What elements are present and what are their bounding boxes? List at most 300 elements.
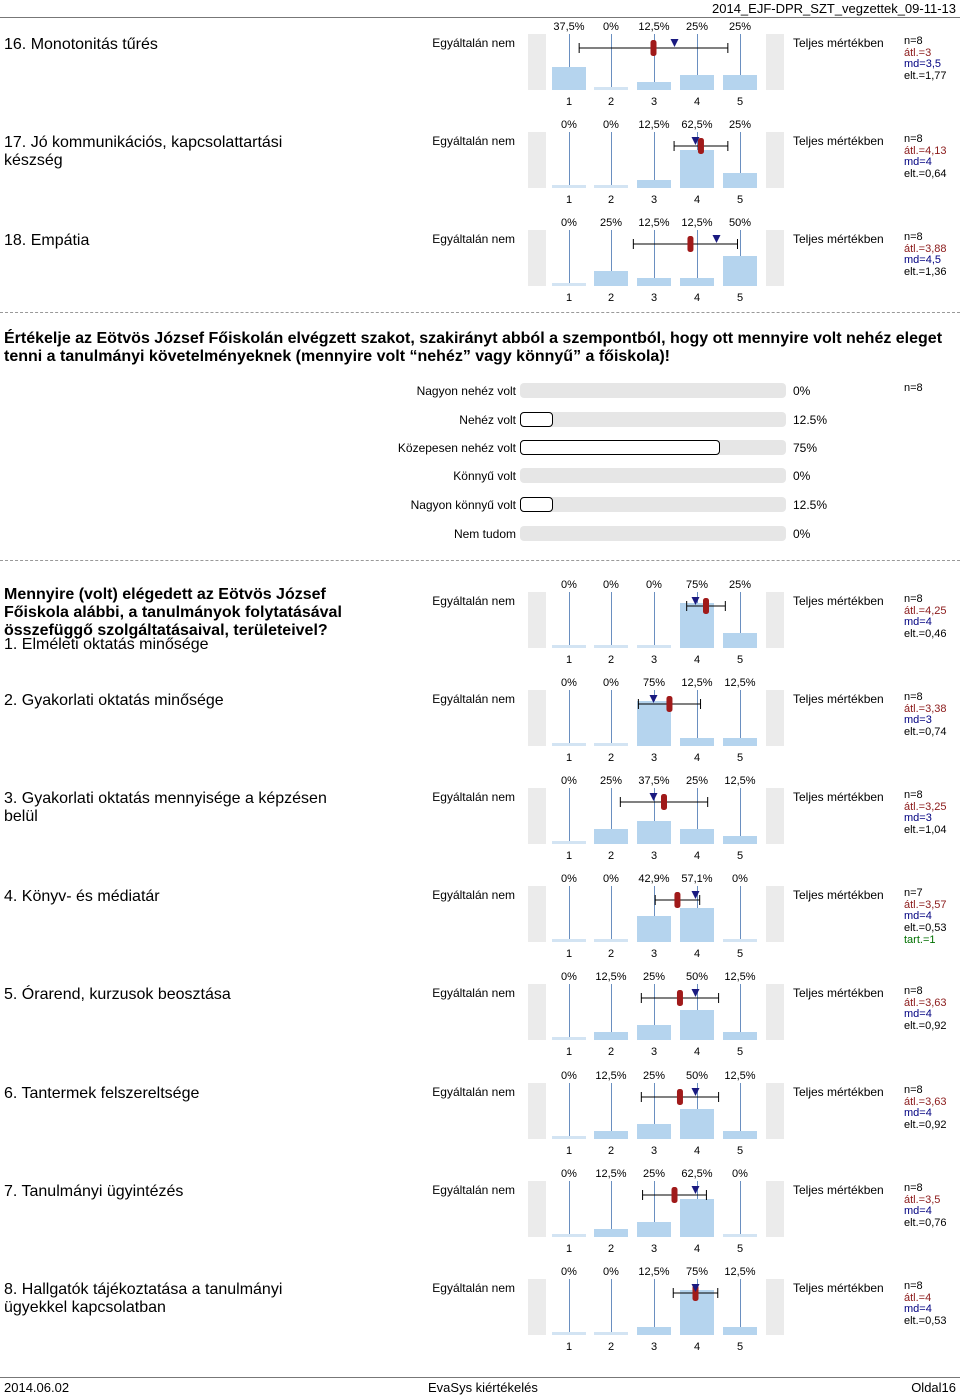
question-title: 1. Elméleti oktatás minősége — [4, 636, 209, 653]
separator — [0, 560, 960, 561]
percent-label: 50% — [685, 971, 709, 983]
scale-tick: 2 — [607, 850, 615, 862]
distribution-bar — [552, 939, 586, 942]
stat-line: md=4 — [904, 1107, 932, 1120]
stat-line: md=4 — [904, 910, 932, 923]
scale-tick: 3 — [650, 194, 658, 206]
scale-tick: 5 — [736, 292, 744, 304]
percent-label: 12,5% — [724, 1070, 756, 1082]
percent-label: 0% — [732, 1168, 748, 1180]
distribution-bar — [680, 1010, 714, 1040]
footer-page: Oldal16 — [911, 1380, 956, 1395]
difficulty-row-track — [520, 383, 786, 398]
scale-tick: 5 — [736, 654, 744, 666]
stat-line: átl.=4,13 — [904, 144, 947, 157]
percent-label: 12,5% — [724, 677, 756, 689]
percent-label: 25% — [599, 775, 623, 787]
scale-right-label: Teljes mértékben — [793, 986, 884, 1000]
scale-tick: 2 — [607, 96, 615, 108]
scale-tick: 2 — [607, 948, 615, 960]
scale-tick: 5 — [736, 1341, 744, 1353]
stat-line: md=4 — [904, 1205, 932, 1218]
scale-tick: 1 — [565, 752, 573, 764]
scale-tick: 3 — [650, 752, 658, 764]
scale-tick: 2 — [607, 292, 615, 304]
scale-tick: 5 — [736, 96, 744, 108]
stat-line: átl.=4 — [904, 1291, 932, 1304]
percent-label: 12,5% — [595, 971, 627, 983]
mean-sd-marker — [0, 34, 960, 64]
mean-sd-marker — [0, 1181, 960, 1211]
percent-label: 12,5% — [724, 1266, 756, 1278]
percent-label: 25% — [642, 971, 666, 983]
percent-label: 12,5% — [681, 217, 713, 229]
stat-line: md=4 — [904, 156, 932, 169]
percent-label: 0% — [603, 1266, 619, 1278]
question-title: 17. Jó kommunikációs, kapcsolattartási készség — [4, 134, 283, 169]
median-marker — [692, 1088, 700, 1096]
distribution-bar — [594, 939, 628, 942]
scale-tick: 4 — [693, 96, 701, 108]
percent-label: 12,5% — [724, 971, 756, 983]
distribution-bar — [594, 1032, 628, 1040]
stats-block — [904, 1085, 947, 1132]
scale-tick: 5 — [736, 194, 744, 206]
difficulty-row-track — [520, 468, 786, 483]
distribution-bar — [680, 278, 714, 286]
distribution-bar — [723, 1032, 757, 1040]
distribution-bar — [723, 256, 757, 286]
percent-label: 25% — [599, 217, 623, 229]
distribution-bar — [637, 916, 671, 942]
stat-line: md=4 — [904, 1303, 932, 1316]
median-marker — [692, 1186, 700, 1194]
scale-tick: 4 — [693, 194, 701, 206]
question-title: 18. Empátia — [4, 232, 90, 249]
average-marker — [698, 138, 704, 154]
stat-line: átl.=3,57 — [904, 898, 947, 911]
difficulty-row-track — [520, 412, 786, 427]
scale-tick: 4 — [693, 292, 701, 304]
mean-sd-marker — [0, 984, 960, 1014]
scale-tick: 1 — [565, 948, 573, 960]
percent-label: 0% — [561, 971, 577, 983]
distribution-bar — [594, 829, 628, 844]
scale-left-label: Egyáltalán nem — [432, 790, 515, 804]
question-title: 3. Gyakorlati oktatás mennyisége a képzésen belül — [4, 790, 327, 825]
percent-label: 50% — [685, 1070, 709, 1082]
percent-label: 0% — [646, 579, 662, 591]
distribution-bar — [552, 645, 586, 648]
distribution-bar — [637, 1327, 671, 1335]
footer-date: 2014.06.02 — [4, 1380, 70, 1395]
median-marker — [692, 989, 700, 997]
stat-line: md=4 — [904, 616, 932, 629]
scale-tick: 5 — [736, 1243, 744, 1255]
distribution-bar — [594, 1131, 628, 1139]
stats-block — [904, 1281, 947, 1328]
scale-left-label: Egyáltalán nem — [432, 888, 515, 902]
percent-label: 0% — [561, 873, 577, 885]
stat-line: elt.=1,04 — [904, 824, 947, 837]
percent-label: 0% — [561, 1070, 577, 1082]
difficulty-row-label: Nagyon könnyű volt — [410, 498, 516, 512]
distribution-bar — [637, 278, 671, 286]
stats-block — [904, 134, 947, 181]
percent-label: 12,5% — [638, 119, 670, 131]
scale-left-label: Egyáltalán nem — [432, 1183, 515, 1197]
distribution-bar — [723, 836, 757, 844]
distribution-bar — [594, 87, 628, 90]
scale-tick: 5 — [736, 752, 744, 764]
distribution-bar — [680, 829, 714, 844]
scale-left-label: Egyáltalán nem — [432, 1085, 515, 1099]
stat-line: md=4,5 — [904, 254, 941, 267]
difficulty-row-track — [520, 526, 786, 541]
scale-right-label: Teljes mértékben — [793, 1183, 884, 1197]
difficulty-row-percent: 75% — [793, 441, 818, 455]
scale-tick: 2 — [607, 194, 615, 206]
scale-tick: 5 — [736, 1046, 744, 1058]
mean-sd-marker — [0, 132, 960, 162]
stat-line: n=8 — [904, 985, 923, 997]
distribution-bar — [723, 173, 757, 188]
distribution-bar — [637, 821, 671, 844]
scale-tick: 3 — [650, 1046, 658, 1058]
percent-label: 25% — [685, 21, 709, 33]
scale-left-label: Egyáltalán nem — [432, 986, 515, 1000]
distribution-bar — [594, 1332, 628, 1335]
percent-label: 0% — [603, 579, 619, 591]
distribution-bar — [723, 1327, 757, 1335]
percent-label: 75% — [685, 1266, 709, 1278]
footer-center: EvaSys kiértékelés — [428, 1380, 538, 1395]
stats-block — [904, 1183, 947, 1230]
distribution-bar — [552, 67, 586, 90]
distribution-bar — [552, 1136, 586, 1139]
stat-line: elt.=0,74 — [904, 726, 947, 739]
question-title: 2. Gyakorlati oktatás minősége — [4, 692, 224, 709]
scale-right-label: Teljes mértékben — [793, 888, 884, 902]
distribution-bar — [680, 738, 714, 746]
difficulty-question-title: Értékelje az Eötvös József Főiskolán elvégzett szakot, szakirányt abból a szempontból, hogy ott mennyire volt nehéz eleget tenni a tanulmányi követelményeknek (mennyire volt “nehéz” vagy könnyű” a főiskola)! — [4, 330, 943, 365]
page-footer — [0, 1377, 960, 1396]
percent-label: 0% — [561, 217, 577, 229]
median-marker — [650, 793, 658, 801]
percent-label: 0% — [561, 775, 577, 787]
percent-label: 0% — [561, 1168, 577, 1180]
stat-line: átl.=3,5 — [904, 1193, 941, 1206]
stat-line: n=7 — [904, 887, 923, 899]
percent-label: 62,5% — [681, 1168, 713, 1180]
stats-block — [904, 36, 947, 83]
distribution-bar — [552, 743, 586, 746]
percent-label: 75% — [642, 677, 666, 689]
scale-right-label: Teljes mértékben — [793, 134, 884, 148]
scale-tick: 2 — [607, 1243, 615, 1255]
mean-sd-marker — [0, 690, 960, 720]
median-marker — [692, 597, 700, 605]
distribution-bar — [637, 1025, 671, 1040]
percent-label: 25% — [642, 1070, 666, 1082]
percent-label: 0% — [561, 1266, 577, 1278]
stat-line: átl.=3,63 — [904, 996, 947, 1009]
distribution-bar — [680, 1109, 714, 1139]
distribution-bar — [552, 841, 586, 844]
scale-tick: 1 — [565, 194, 573, 206]
scale-tick: 1 — [565, 292, 573, 304]
distribution-bar — [552, 283, 586, 286]
distribution-bar — [723, 939, 757, 942]
question-title: 4. Könyv- és médiatár — [4, 888, 160, 905]
scale-tick: 3 — [650, 850, 658, 862]
distribution-bar — [723, 633, 757, 648]
difficulty-row-percent: 12.5% — [793, 413, 828, 427]
scale-right-label: Teljes mértékben — [793, 790, 884, 804]
distribution-bar — [637, 82, 671, 90]
distribution-bar — [594, 271, 628, 286]
difficulty-row-label: Közepesen nehéz volt — [397, 441, 516, 455]
scale-left-label: Egyáltalán nem — [432, 692, 515, 706]
stat-line: n=8 — [904, 231, 923, 243]
scale-tick: 2 — [607, 654, 615, 666]
average-marker — [703, 598, 709, 614]
distribution-bar — [552, 1037, 586, 1040]
stat-line: átl.=3 — [904, 46, 932, 59]
question-title: 8. Hallgatók tájékoztatása a tanulmányi ügyekkel kapcsolatban — [4, 1281, 283, 1316]
median-marker — [692, 891, 700, 899]
distribution-bar — [552, 1234, 586, 1237]
scale-tick: 1 — [565, 1243, 573, 1255]
scale-right-label: Teljes mértékben — [793, 692, 884, 706]
scale-tick: 4 — [693, 752, 701, 764]
scale-tick: 3 — [650, 1341, 658, 1353]
average-marker — [651, 40, 657, 56]
percent-label: 37,5% — [638, 775, 670, 787]
stat-line: elt.=0,53 — [904, 1315, 947, 1328]
percent-label: 0% — [603, 677, 619, 689]
stat-line: md=3 — [904, 714, 932, 727]
stat-line: átl.=3,88 — [904, 242, 947, 255]
scale-left-label: Egyáltalán nem — [432, 36, 515, 50]
average-marker — [687, 236, 693, 252]
scale-tick: 3 — [650, 948, 658, 960]
scale-tick: 4 — [693, 1046, 701, 1058]
stat-line: elt.=0,76 — [904, 1217, 947, 1230]
scale-right-label: Teljes mértékben — [793, 1281, 884, 1295]
percent-label: 0% — [603, 21, 619, 33]
difficulty-row-track — [520, 497, 786, 512]
mean-sd-marker — [0, 886, 960, 916]
difficulty-row-percent: 0% — [793, 469, 811, 483]
page-header — [0, 0, 960, 18]
stat-line: elt.=1,36 — [904, 266, 947, 279]
difficulty-row-percent: 12.5% — [793, 498, 828, 512]
scale-tick: 3 — [650, 96, 658, 108]
difficulty-row-label: Nehéz volt — [459, 413, 516, 427]
average-marker — [677, 1089, 683, 1105]
mean-sd-marker — [0, 592, 960, 622]
stats-block — [904, 790, 947, 837]
scale-tick: 4 — [693, 948, 701, 960]
stat-line: tart.=1 — [904, 933, 936, 946]
document-id: 2014_EJF-DPR_SZT_vegzettek_09-11-13 — [712, 1, 956, 16]
stat-line: n=8 — [904, 691, 923, 703]
scale-left-label: Egyáltalán nem — [432, 134, 515, 148]
distribution-bar — [552, 1332, 586, 1335]
difficulty-row-percent: 0% — [793, 384, 811, 398]
satisfaction-question-title: Mennyire (volt) elégedett az Eötvös József Főiskola alábbi, a tanulmányok folytatásával összefüggő szolgáltatásaival, területeivel? — [4, 586, 342, 639]
scale-right-label: Teljes mértékben — [793, 232, 884, 246]
average-marker — [674, 892, 680, 908]
scale-tick: 5 — [736, 948, 744, 960]
scale-tick: 2 — [607, 752, 615, 764]
stat-line: elt.=0,92 — [904, 1119, 947, 1132]
stat-line: n=8 — [904, 593, 923, 605]
scale-tick: 3 — [650, 1145, 658, 1157]
stat-line: elt.=0,64 — [904, 168, 947, 181]
question-title: 5. Órarend, kurzusok beosztása — [4, 986, 231, 1003]
distribution-bar — [723, 738, 757, 746]
distribution-bar — [723, 1131, 757, 1139]
scale-left-label: Egyáltalán nem — [432, 232, 515, 246]
median-marker — [650, 695, 658, 703]
percent-label: 12,5% — [724, 775, 756, 787]
difficulty-row-bar — [520, 497, 553, 512]
percent-label: 25% — [728, 579, 752, 591]
median-marker — [671, 39, 679, 47]
stat-line: n=8 — [904, 1280, 923, 1292]
distribution-bar — [723, 1234, 757, 1237]
stat-line: n=8 — [904, 35, 923, 47]
stat-line: md=3,5 — [904, 58, 941, 71]
percent-label: 25% — [728, 21, 752, 33]
scale-tick: 1 — [565, 1145, 573, 1157]
percent-label: 25% — [642, 1168, 666, 1180]
mean-sd-marker — [0, 230, 960, 260]
average-marker — [677, 990, 683, 1006]
percent-label: 62,5% — [681, 119, 713, 131]
stat-line: n=8 — [904, 1182, 923, 1194]
average-marker — [666, 696, 672, 712]
stat-line: átl.=3,38 — [904, 702, 947, 715]
percent-label: 0% — [561, 677, 577, 689]
scale-tick: 1 — [565, 850, 573, 862]
scale-tick: 5 — [736, 850, 744, 862]
distribution-bar — [637, 645, 671, 648]
percent-label: 12,5% — [595, 1070, 627, 1082]
scale-right-label: Teljes mértékben — [793, 36, 884, 50]
difficulty-row-bar — [520, 412, 553, 427]
difficulty-row-label: Nem tudom — [453, 527, 516, 541]
mean-sd-marker — [0, 1083, 960, 1113]
scale-tick: 3 — [650, 654, 658, 666]
stat-line: elt.=0,92 — [904, 1020, 947, 1033]
scale-tick: 1 — [565, 654, 573, 666]
distribution-bar — [637, 1222, 671, 1237]
stats-block — [904, 594, 947, 641]
distribution-bar — [723, 75, 757, 90]
percent-label: 12,5% — [638, 21, 670, 33]
scale-tick: 2 — [607, 1341, 615, 1353]
percent-label: 42,9% — [638, 873, 670, 885]
median-marker — [713, 235, 721, 243]
scale-tick: 3 — [650, 1243, 658, 1255]
stats-block — [904, 986, 947, 1033]
scale-right-label: Teljes mértékben — [793, 594, 884, 608]
distribution-bar — [637, 1124, 671, 1139]
difficulty-n: n=8 — [904, 382, 923, 394]
scale-left-label: Egyáltalán nem — [432, 594, 515, 608]
scale-tick: 4 — [693, 654, 701, 666]
stat-line: elt.=0,46 — [904, 628, 947, 641]
stat-line: átl.=3,25 — [904, 800, 947, 813]
percent-label: 50% — [728, 217, 752, 229]
stat-line: md=3 — [904, 812, 932, 825]
percent-label: 0% — [561, 579, 577, 591]
percent-label: 12,5% — [638, 1266, 670, 1278]
stat-line: md=4 — [904, 1008, 932, 1021]
scale-left-label: Egyáltalán nem — [432, 1281, 515, 1295]
distribution-bar — [552, 185, 586, 188]
scale-tick: 2 — [607, 1046, 615, 1058]
stats-block — [904, 888, 947, 947]
distribution-bar — [594, 1229, 628, 1237]
percent-label: 57,1% — [681, 873, 713, 885]
stat-line: n=8 — [904, 133, 923, 145]
percent-label: 0% — [603, 119, 619, 131]
percent-label: 75% — [685, 579, 709, 591]
percent-label: 12,5% — [595, 1168, 627, 1180]
question-title: 6. Tantermek felszereltsége — [4, 1085, 200, 1102]
scale-tick: 1 — [565, 1341, 573, 1353]
stat-line: n=8 — [904, 1084, 923, 1096]
distribution-bar — [637, 180, 671, 188]
percent-label: 0% — [732, 873, 748, 885]
stats-block — [904, 232, 947, 279]
scale-tick: 4 — [693, 850, 701, 862]
distribution-bar — [680, 75, 714, 90]
scale-tick: 1 — [565, 96, 573, 108]
scale-tick: 4 — [693, 1145, 701, 1157]
distribution-bar — [594, 645, 628, 648]
stat-line: átl.=3,63 — [904, 1095, 947, 1108]
difficulty-row-percent: 0% — [793, 527, 811, 541]
difficulty-row-label: Könnyű volt — [453, 469, 516, 483]
difficulty-row-bar — [520, 440, 720, 455]
scale-tick: 5 — [736, 1145, 744, 1157]
average-marker — [661, 794, 667, 810]
scale-tick: 3 — [650, 292, 658, 304]
percent-label: 12,5% — [638, 217, 670, 229]
percent-label: 25% — [728, 119, 752, 131]
scale-tick: 4 — [693, 1341, 701, 1353]
mean-sd-marker — [0, 788, 960, 818]
scale-right-label: Teljes mértékben — [793, 1085, 884, 1099]
mean-sd-marker — [0, 1279, 960, 1309]
percent-label: 25% — [685, 775, 709, 787]
separator — [0, 312, 960, 313]
distribution-bar — [594, 185, 628, 188]
percent-label: 0% — [603, 873, 619, 885]
distribution-bar — [594, 743, 628, 746]
percent-label: 37,5% — [553, 21, 585, 33]
scale-tick: 1 — [565, 1046, 573, 1058]
percent-label: 12,5% — [681, 677, 713, 689]
scale-tick: 2 — [607, 1145, 615, 1157]
question-title: 16. Monotonitás tűrés — [4, 36, 158, 53]
stat-line: n=8 — [904, 789, 923, 801]
